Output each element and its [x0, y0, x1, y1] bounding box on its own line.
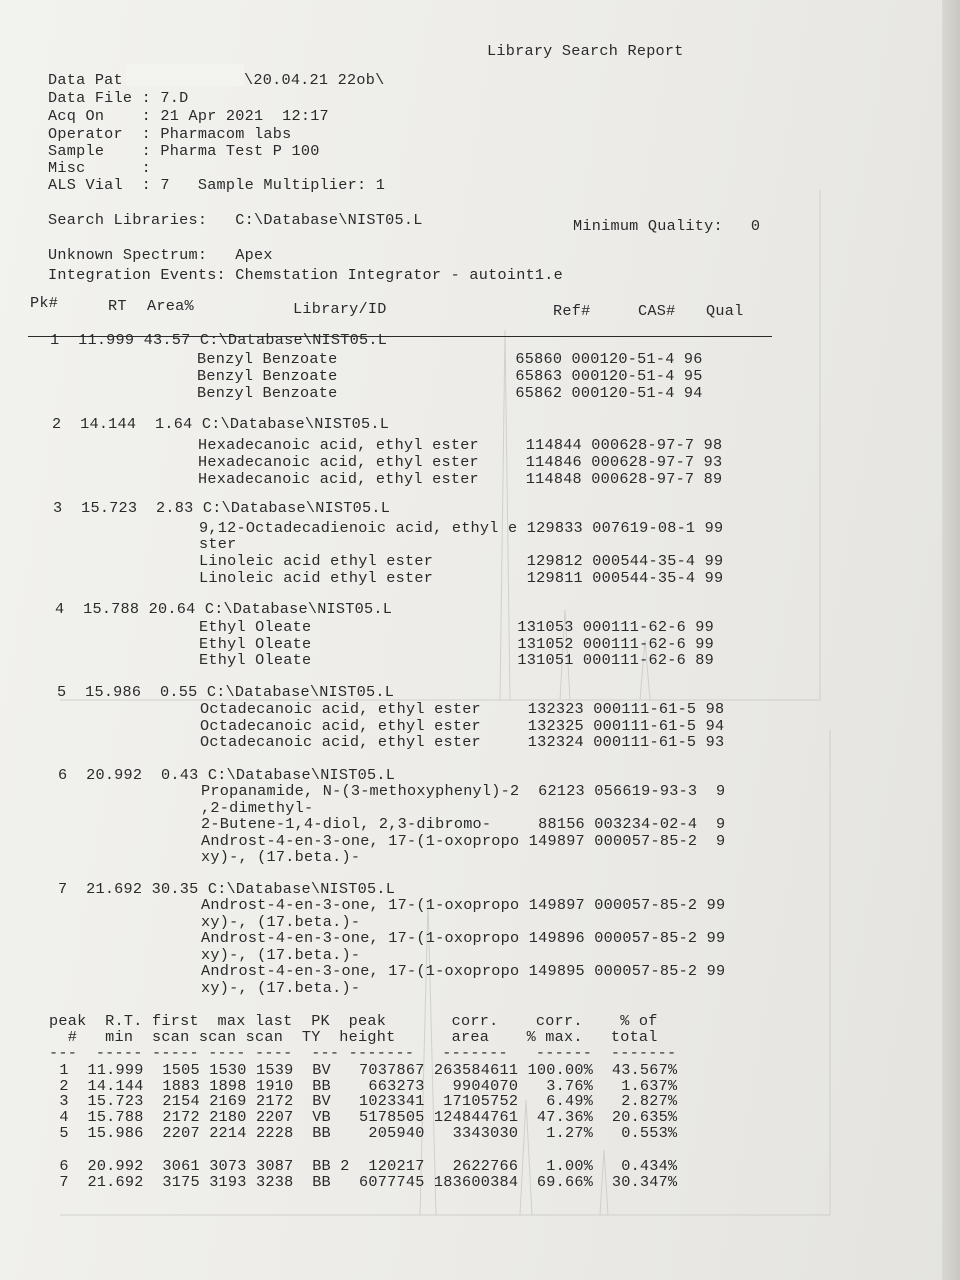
- hit-row: ster: [199, 535, 237, 553]
- integration-row: 6 20.992 3061 3073 3087 BB 2 120217 2622766 1.00% 0.434%: [50, 1157, 678, 1175]
- hit-row: Ethyl Oleate 131051 000111-62-6 89: [199, 651, 715, 669]
- hit-row: Octadecanoic acid, ethyl ester 132324 000111-61-5 93: [200, 733, 725, 751]
- peak-6-line: 6 20.992 0.43 C:\Database\NIST05.L: [58, 766, 396, 784]
- hit-row: Benzyl Benzoate 65860 000120-51-4 96: [197, 350, 703, 368]
- unknown-spectrum-line: Unknown Spectrum: Apex: [48, 246, 273, 264]
- integration-row: 1 11.999 1505 1530 1539 BV 7037867 263584611 100.00% 43.567%: [50, 1061, 678, 1079]
- report-title: Library Search Report: [487, 42, 684, 60]
- hit-row: Propanamide, N-(3-methoxyphenyl)-2 62123 056619-93-3 9: [201, 782, 726, 800]
- data-path-label: Data Pat: [48, 71, 123, 89]
- peak-2-line: 2 14.144 1.64 C:\Database\NIST05.L: [52, 415, 390, 433]
- integration-header-dashes: --- ----- ----- ---- ---- --- ------- ------- ------ -------: [49, 1044, 677, 1062]
- acq-on-line: Acq On : 21 Apr 2021 12:17: [48, 107, 329, 125]
- peak-7-line: 7 21.692 30.35 C:\Database\NIST05.L: [58, 880, 396, 898]
- search-libraries-line: Search Libraries: C:\Database\NIST05.L: [48, 211, 423, 229]
- als-vial-line: ALS Vial : 7 Sample Multiplier: 1: [48, 176, 386, 194]
- hit-row: xy)-, (17.beta.)-: [201, 946, 361, 964]
- operator-line: Operator : Pharmacom labs: [48, 125, 292, 143]
- col-header-pk: Pk#: [30, 294, 59, 312]
- col-header-rt: RT: [108, 297, 127, 315]
- hit-row: Ethyl Oleate 131053 000111-62-6 99: [199, 618, 715, 636]
- hit-row: Linoleic acid ethyl ester 129811 000544-35-4 99: [199, 569, 724, 587]
- hit-row: xy)-, (17.beta.)-: [201, 848, 361, 866]
- hit-row: Octadecanoic acid, ethyl ester 132323 000111-61-5 98: [200, 700, 725, 718]
- hit-row: Androst-4-en-3-one, 17-(1-oxopropo 149897 000057-85-2 9: [201, 832, 726, 850]
- sample-line: Sample : Pharma Test P 100: [48, 142, 320, 160]
- redacted-path-block: [126, 64, 244, 86]
- hit-row: xy)-, (17.beta.)-: [201, 979, 361, 997]
- hit-row: 9,12-Octadecadienoic acid, ethyl e 129833 007619-08-1 99: [199, 519, 724, 537]
- hit-row: Androst-4-en-3-one, 17-(1-oxopropo 149896 000057-85-2 99: [201, 929, 726, 947]
- hit-row: Hexadecanoic acid, ethyl ester 114848 000628-97-7 89: [198, 470, 723, 488]
- hit-row: Benzyl Benzoate 65862 000120-51-4 94: [197, 384, 703, 402]
- integration-header-line-2: # min scan scan scan TY height area % max. total: [49, 1028, 658, 1046]
- col-header-area: Area%: [147, 297, 194, 315]
- misc-line: Misc :: [48, 159, 152, 177]
- integration-row: 7 21.692 3175 3193 3238 BB 6077745 183600384 69.66% 30.347%: [50, 1173, 678, 1191]
- integration-header-line-1: peak R.T. first max last PK peak corr. corr. % of: [49, 1012, 658, 1030]
- integration-row: 3 15.723 2154 2169 2172 BV 1023341 17105752 6.49% 2.827%: [50, 1092, 678, 1110]
- hit-row: Octadecanoic acid, ethyl ester 132325 000111-61-5 94: [200, 717, 725, 735]
- col-header-qual: Qual: [706, 302, 744, 320]
- integration-row: 4 15.788 2172 2180 2207 VB 5178505 124844761 47.36% 20.635%: [50, 1108, 678, 1126]
- peak-3-line: 3 15.723 2.83 C:\Database\NIST05.L: [53, 499, 391, 517]
- hit-row: Hexadecanoic acid, ethyl ester 114844 000628-97-7 98: [198, 436, 723, 454]
- peak-4-line: 4 15.788 20.64 C:\Database\NIST05.L: [55, 600, 393, 618]
- hit-row: Benzyl Benzoate 65863 000120-51-4 95: [197, 367, 703, 385]
- hit-row: Androst-4-en-3-one, 17-(1-oxopropo 149897 000057-85-2 99: [201, 896, 726, 914]
- hit-row: 2-Butene-1,4-diol, 2,3-dibromo- 88156 003234-02-4 9: [201, 815, 726, 833]
- hit-row: xy)-, (17.beta.)-: [201, 913, 361, 931]
- hit-row: Linoleic acid ethyl ester 129812 000544-35-4 99: [199, 552, 724, 570]
- integration-row: 5 15.986 2207 2214 2228 BB 205940 3343030 1.27% 0.553%: [50, 1124, 678, 1142]
- hit-row: Hexadecanoic acid, ethyl ester 114846 000628-97-7 93: [198, 453, 723, 471]
- hit-row: Androst-4-en-3-one, 17-(1-oxopropo 149895 000057-85-2 99: [201, 962, 726, 980]
- hit-row: Ethyl Oleate 131052 000111-62-6 99: [199, 635, 715, 653]
- minimum-quality-line: Minimum Quality: 0: [573, 217, 761, 235]
- hit-row: ,2-dimethyl-: [201, 799, 314, 817]
- peak-1-line: 1 11.999 43.57 C:\Database\NIST05.L: [50, 331, 388, 349]
- data-path-tail: \20.04.21 22ob\: [244, 71, 385, 89]
- col-header-library: Library/ID: [293, 300, 387, 318]
- integration-events-line: Integration Events: Chemstation Integrator - autoint1.e: [48, 266, 564, 284]
- data-file-line: Data File : 7.D: [48, 89, 189, 107]
- peak-5-line: 5 15.986 0.55 C:\Database\NIST05.L: [57, 683, 395, 701]
- col-header-ref: Ref#: [553, 302, 591, 320]
- col-header-cas: CAS#: [638, 302, 676, 320]
- page-edge-shadow: [942, 0, 960, 1280]
- integration-row: 2 14.144 1883 1898 1910 BB 663273 9904070 3.76% 1.637%: [50, 1077, 678, 1095]
